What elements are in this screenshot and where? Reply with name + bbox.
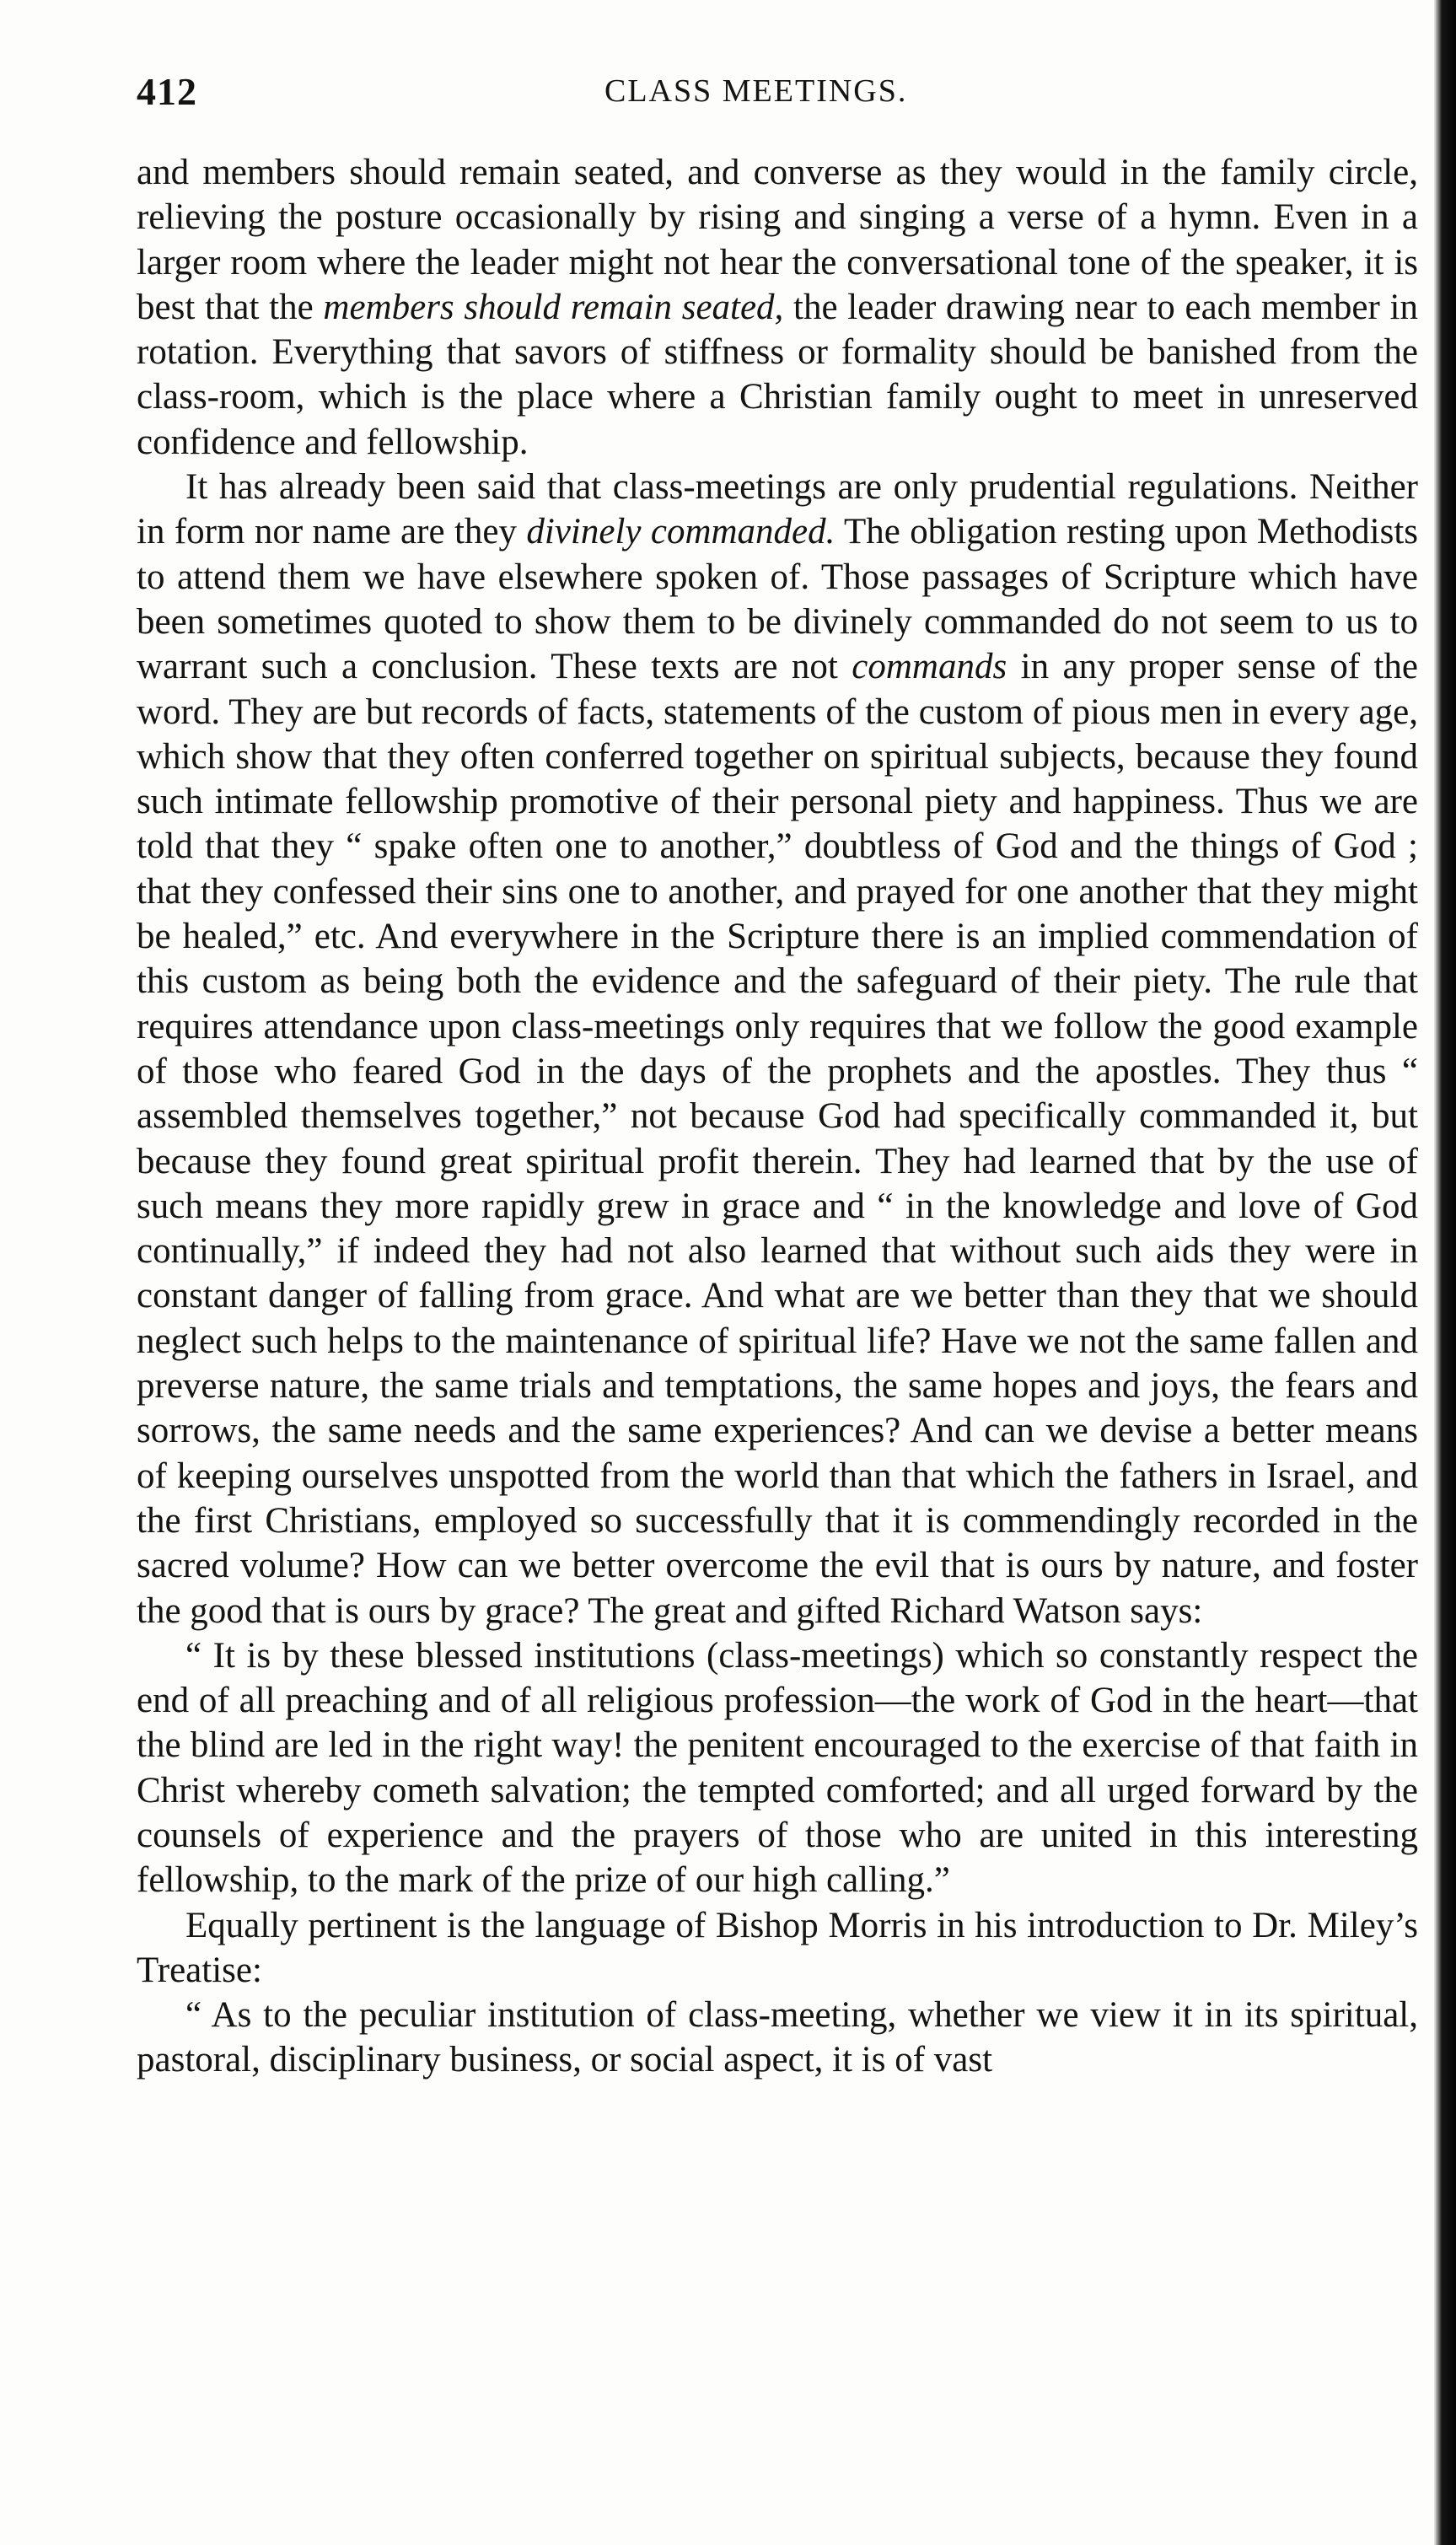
page-header	[137, 69, 1418, 123]
text-segment: “ As to the peculiar institution of class-meeting, whether we view it in its spiritual, pastoral, disciplinary business, or social aspect, it is of vast	[137, 1995, 1418, 2080]
paragraph-1	[137, 150, 1418, 465]
text-segment: in any proper sense of the word. They are but records of facts, statements of the custom of pious men in every age, which show that they often conferred together on spiritual subjects, because they found such intimate fellowship promotive of their personal piety and happiness. Thus we are told that they “ spake often one to another,” doubtless of God and the things of God ; that they confessed their sins one to another, and prayed for one another that they might be healed,” etc. And everywhere in the Scripture there is an implied commendation of this custom as being both the evidence and the safeguard of their piety. The rule that requires attendance upon class-meetings only requires that we follow the good example of those who feared God in the days of the prophets and the apostles. They thus “ assembled themselves together,” not because God had specifically commanded it, but because they found great spiritual profit therein. They had learned that by the use of such means they more rapidly grew in grace and “ in the knowledge and love of God continually,” if indeed they had not also learned that without such aids they were in constant danger of falling from grace. And what are we better than they that we should neglect such helps to the maintenance of spiritual life? Have we not the same fallen and preverse nature, the same trials and temptations, the same hopes and joys, the fears and sorrows, the same needs and the same experiences? And can we devise a better means of keeping ourselves unspotted from the world than that which the fathers in Israel, and the first Christians, employed so successfully that it is commendingly recorded in the sacred volume? How can we better overcome the evil that is ours by nature, and foster the good that is ours by grace? The great and gifted Richard Watson says:	[137, 647, 1419, 1631]
text-segment: The obligation resting upon Methodists to attend them we have elsewhere spoken of. Those passages of Scripture which have been sometimes quoted to show them to be divinely commanded do not seem to us to warrant such a conclusion. These texts are not	[137, 512, 1418, 687]
paragraph-2	[137, 465, 1418, 1633]
body-text	[137, 150, 1418, 2083]
text-segment: Equally pertinent is the language of Bishop Morris in his introduction to Dr. Miley’s Treatise:	[137, 1905, 1418, 1990]
text-segment: “ It is by these blessed institutions (class-meetings) which so constantly respect the end of all preaching and of all religious profession—the work of God in the heart—that the blind are led in the right way! the penitent encouraged to the exercise of that faith in Christ whereby cometh salvation; the tempted comforted; and all urged forward by the counsels of experience and the prayers of those who are united in this interesting fellowship, to the mark of the prize of our high calling.”	[137, 1635, 1418, 1901]
page-number: 412	[137, 70, 197, 113]
text-segment: It has already been said that class-meetings are only prudential regulations. Neither in form nor name are they	[137, 467, 1418, 552]
text-segment: the leader drawing near to each member in rotation. Everything that savors of stiffness or formality should be banished from the class-room, which is the place where a Christian family ought to meet in unreserved confidence and fellowship.	[137, 287, 1418, 462]
text-segment: and members should remain seated, and converse as they would in the family circle, relieving the posture occasionally by rising and singing a verse of a hymn. Even in a larger room where the leader might not hear the conversational tone of the speaker, it is best that the	[137, 153, 1418, 327]
quote-watson	[137, 1633, 1418, 1903]
paragraph-morris	[137, 1903, 1418, 1993]
italic-phrase: commands	[852, 647, 1007, 687]
italic-phrase: members should remain seated,	[323, 287, 784, 327]
page-edge-shadow	[1434, 0, 1456, 2545]
quote-morris	[137, 1993, 1418, 2083]
italic-phrase: divinely commanded.	[526, 512, 835, 552]
running-head: CLASS MEETINGS.	[604, 73, 908, 109]
